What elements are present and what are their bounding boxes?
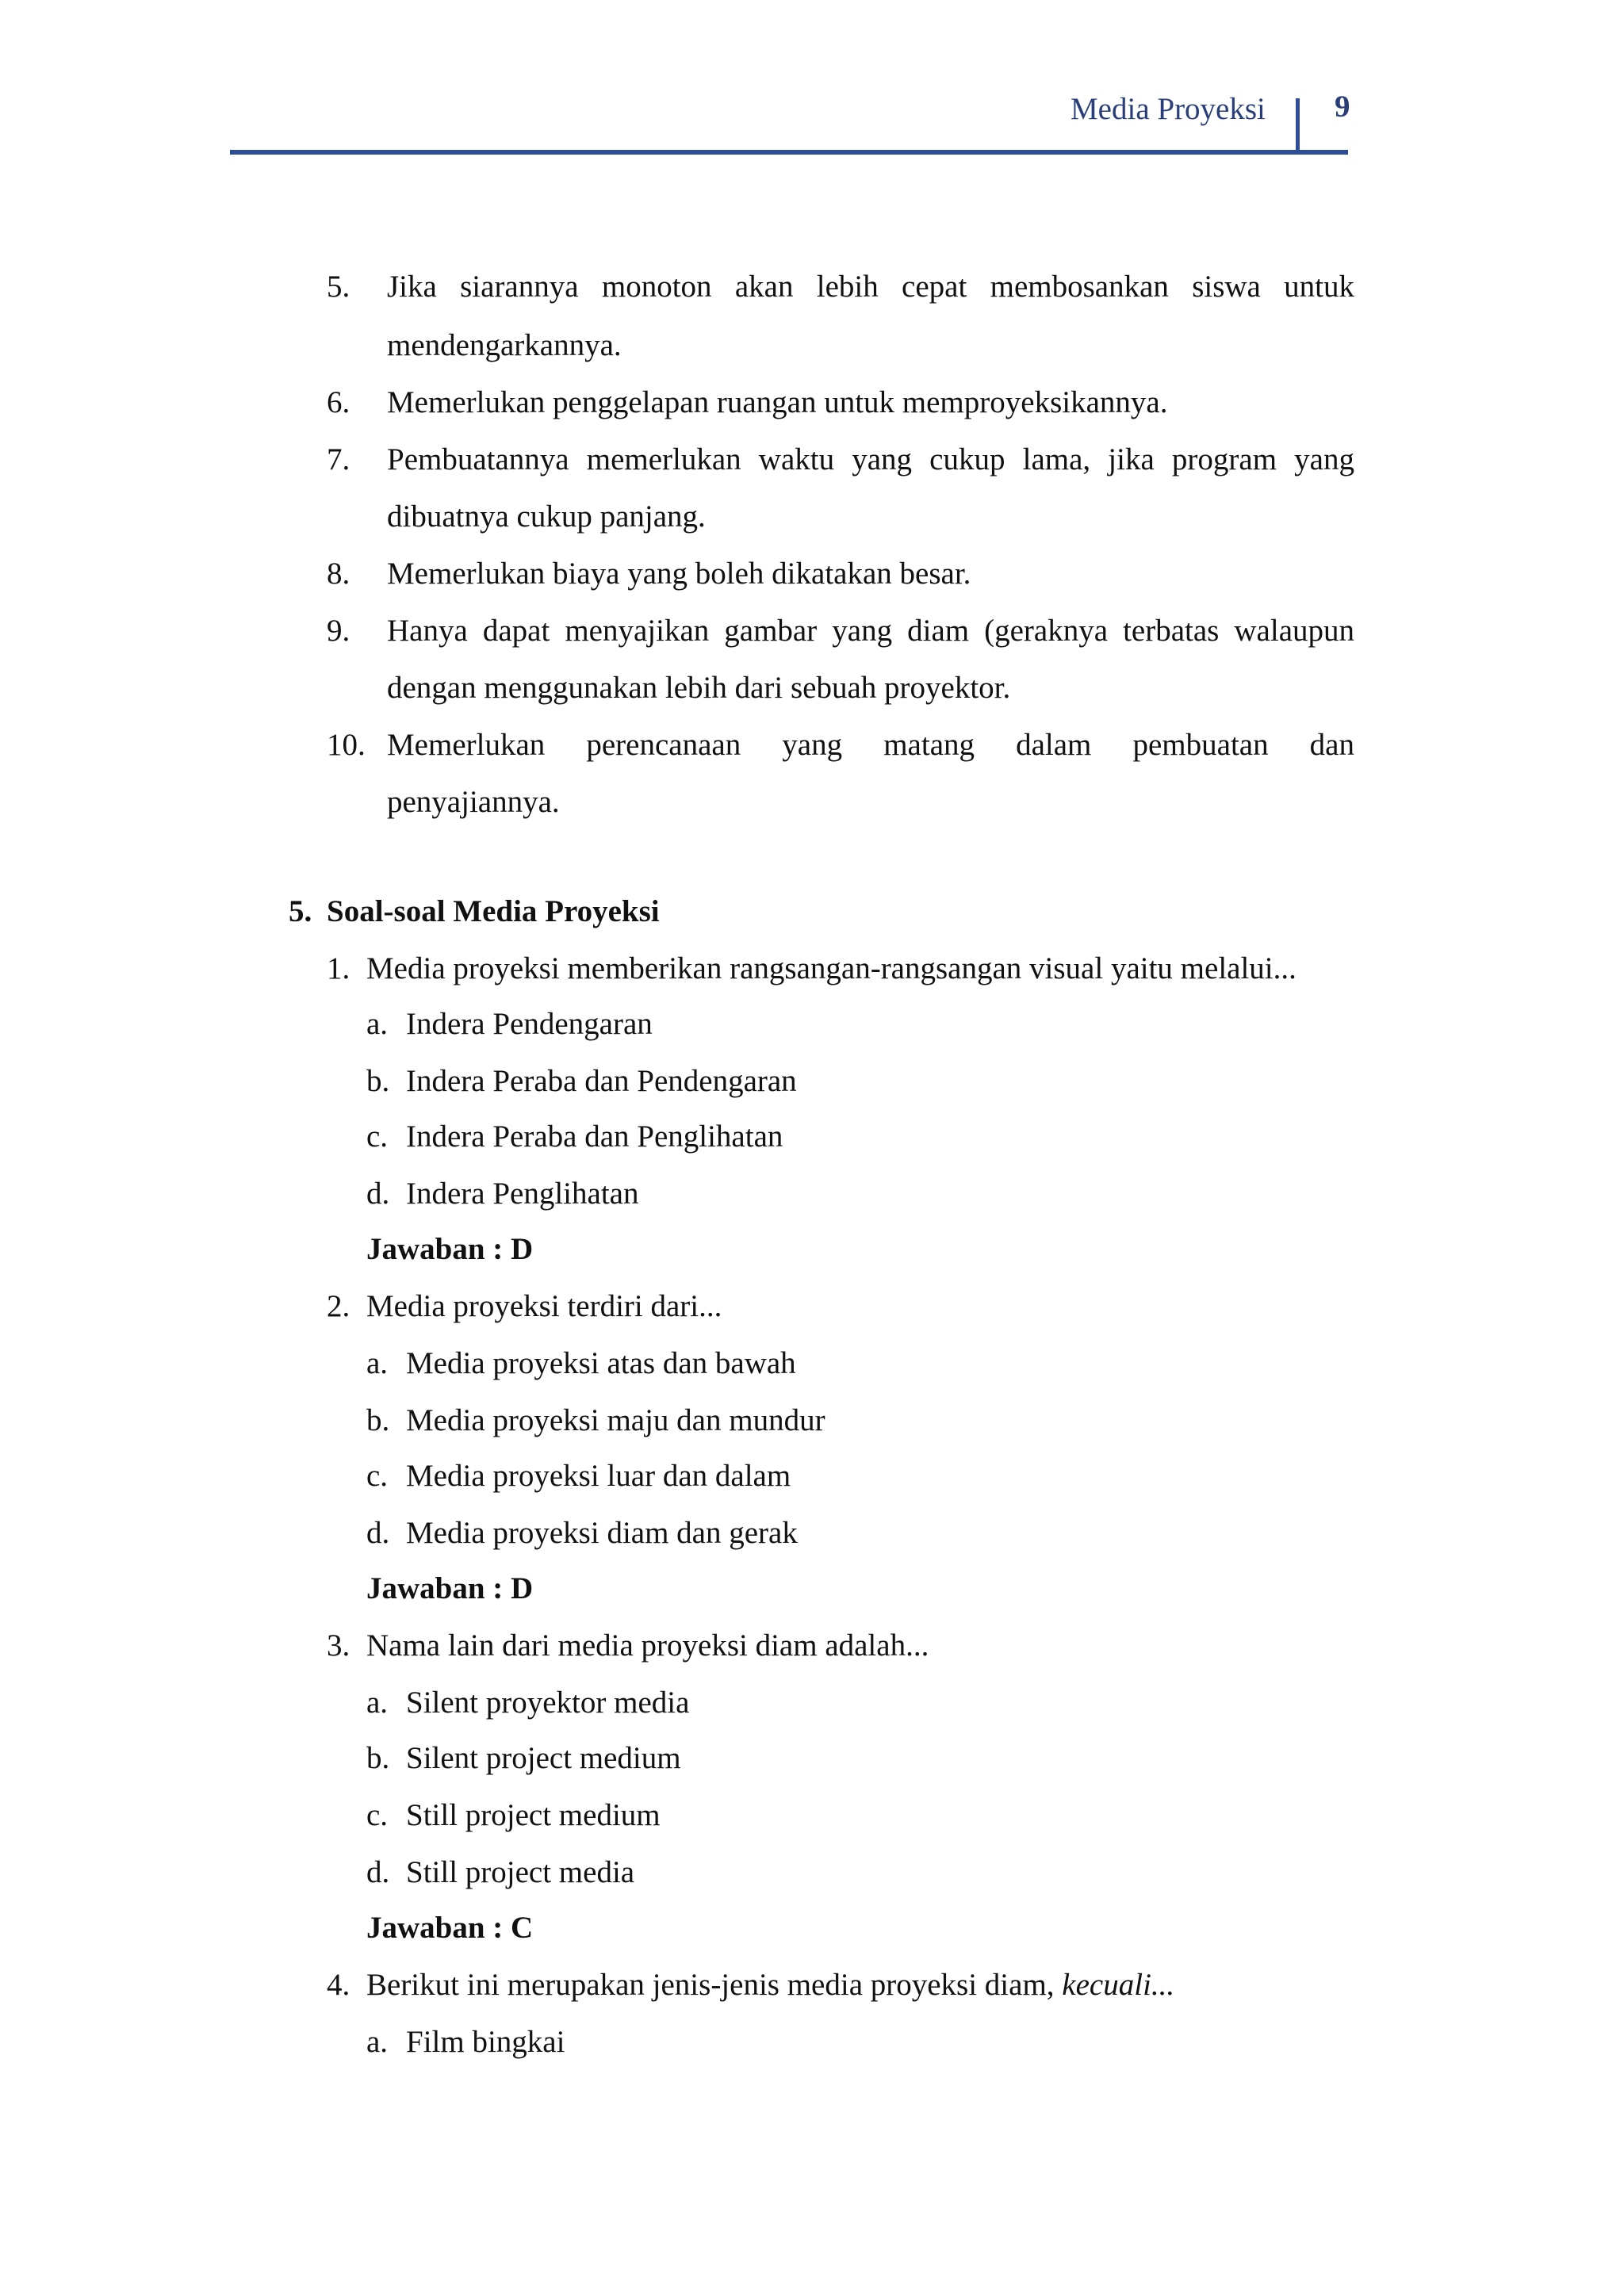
list-item-text: Memerlukan biaya yang boleh dikatakan besar. — [387, 557, 971, 591]
option-letter: c. — [366, 1459, 389, 1493]
option-text: Indera Peraba dan Penglihatan — [406, 1119, 783, 1154]
option-text: Media proyeksi atas dan bawah — [406, 1346, 796, 1380]
list-item-text: Memerlukan penggelapan ruangan untuk memproyeksikannya. — [387, 385, 1168, 419]
option-letter: b. — [366, 1064, 390, 1098]
list-item-number: 7. — [327, 442, 350, 476]
question-number: 2. — [327, 1289, 350, 1323]
option-text: Media proyeksi maju dan mundur — [406, 1403, 825, 1437]
list-item-number: 5. — [327, 270, 350, 304]
option-letter: a. — [366, 1686, 389, 1720]
option-letter: d. — [366, 1177, 390, 1211]
list-item-text: dibuatnya cukup panjang. — [387, 499, 706, 534]
option-text: Still project media — [406, 1855, 635, 1889]
page-number: 9 — [1335, 90, 1350, 124]
option-text: Media proyeksi luar dan dalam — [406, 1459, 791, 1493]
option-text: Media proyeksi diam dan gerak — [406, 1516, 798, 1550]
list-item-text: mendengarkannya. — [387, 328, 622, 362]
question-number: 3. — [327, 1628, 350, 1663]
option-letter: c. — [366, 1798, 389, 1832]
option-letter: a. — [366, 1346, 389, 1380]
option-letter: b. — [366, 1741, 390, 1775]
question-text-main: Berikut ini merupakan jenis-jenis media proyeksi diam, — [366, 1968, 1055, 2002]
list-item-text: dengan menggunakan lebih dari sebuah proyektor. — [387, 671, 1011, 705]
list-item-text: Memerlukan perencanaan yang matang dalam pembuatan dan — [387, 728, 1354, 762]
option-text: Indera Penglihatan — [406, 1177, 639, 1211]
list-item-text: penyajiannya. — [387, 785, 560, 819]
option-letter: d. — [366, 1855, 390, 1889]
question-text: Media proyeksi terdiri dari... — [366, 1289, 722, 1323]
option-letter: b. — [366, 1403, 390, 1437]
option-text: Indera Peraba dan Pendengaran — [406, 1064, 797, 1098]
header-title: Media Proyeksi — [1071, 92, 1266, 126]
question-number: 1. — [327, 951, 350, 985]
list-item-number: 8. — [327, 557, 350, 591]
answer-key: Jawaban : D — [366, 1571, 534, 1605]
section-title: Soal-soal Media Proyeksi — [327, 894, 660, 928]
option-text: Silent project medium — [406, 1741, 681, 1775]
option-text: Film bingkai — [406, 2025, 565, 2059]
answer-key: Jawaban : D — [366, 1232, 534, 1266]
option-letter: c. — [366, 1119, 389, 1154]
question-text: Media proyeksi memberikan rangsangan-rangsangan visual yaitu melalui... — [366, 951, 1297, 985]
list-item-number: 6. — [327, 385, 350, 419]
list-item-number: 9. — [327, 614, 350, 648]
list-item-text: Jika siarannya monoton akan lebih cepat membosankan siswa untuk — [387, 270, 1354, 304]
option-text: Still project medium — [406, 1798, 661, 1832]
question-text: Nama lain dari media proyeksi diam adalah... — [366, 1628, 929, 1663]
header-rule — [230, 150, 1348, 155]
answer-key: Jawaban : C — [366, 1911, 534, 1945]
option-text: Indera Pendengaran — [406, 1007, 653, 1041]
option-letter: d. — [366, 1516, 390, 1550]
list-item-text: Hanya dapat menyajikan gambar yang diam (geraknya terbatas walaupun — [387, 614, 1354, 648]
section-number: 5. — [289, 894, 312, 928]
question-number: 4. — [327, 1968, 350, 2002]
header-separator — [1296, 98, 1300, 151]
question-text-italic: kecuali... — [1062, 1968, 1175, 2002]
option-text: Silent proyektor media — [406, 1686, 690, 1720]
list-item-text: Pembuatannya memerlukan waktu yang cukup lama, jika program yang — [387, 442, 1354, 476]
option-letter: a. — [366, 1007, 389, 1041]
list-item-number: 10. — [327, 728, 366, 762]
option-letter: a. — [366, 2025, 389, 2059]
question-text — [366, 1966, 1174, 2004]
